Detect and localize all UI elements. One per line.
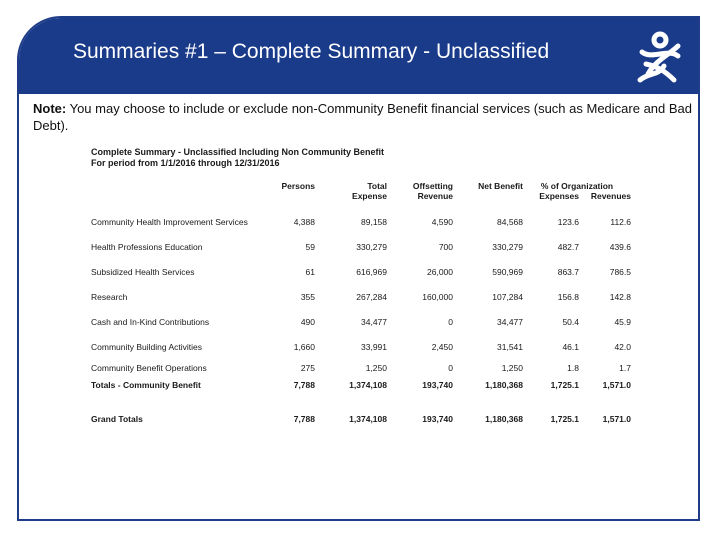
table-row	[91, 309, 631, 334]
cell-offsetting: 0	[448, 316, 453, 327]
note-paragraph	[33, 100, 698, 134]
cell-net-benefit: 107,284	[492, 291, 523, 302]
grand-total-expense: 1,374,108	[349, 413, 387, 424]
cell-net-benefit: 84,568	[497, 216, 523, 227]
grand-net-benefit: 1,180,368	[485, 413, 523, 424]
row-label: Community Benefit Operations	[91, 362, 207, 373]
cell-pct-expenses: 50.4	[562, 316, 579, 327]
header-total-expense-1: Total	[367, 181, 387, 191]
title-banner	[19, 18, 698, 94]
grand-totals-row	[91, 410, 631, 427]
note-text: You may choose to include or exclude non-Community Benefit financial services (such as Medicare and Bad Debt).	[33, 101, 693, 133]
cell-offsetting: 2,450	[431, 341, 453, 352]
table-row	[91, 234, 631, 259]
cell-persons: 490	[300, 316, 315, 327]
totals-net-benefit: 1,180,368	[485, 379, 523, 390]
cell-total-expense: 616,969	[356, 266, 387, 277]
header-label-spacer	[91, 181, 263, 191]
totals-label: Totals - Community Benefit	[91, 379, 201, 390]
row-label: Community Building Activities	[91, 341, 203, 352]
header-offsetting-1: Offsetting	[412, 181, 453, 191]
cell-persons: 355	[300, 291, 315, 302]
table-row	[91, 209, 631, 234]
table-row	[91, 334, 631, 359]
cell-pct-revenues: 112.6	[610, 216, 631, 227]
table-header-row-2	[91, 191, 631, 209]
cell-net-benefit: 31,541	[497, 341, 523, 352]
header-offsetting-2: Revenue	[417, 191, 453, 201]
cell-persons: 1,660	[293, 341, 315, 352]
row-label: Cash and In-Kind Contributions	[91, 316, 210, 327]
totals-total-expense: 1,374,108	[349, 379, 387, 390]
spacer-row	[91, 393, 631, 410]
cell-offsetting: 26,000	[427, 266, 453, 277]
cell-persons: 59	[305, 241, 315, 252]
header-pct-expenses: Expenses	[539, 191, 579, 201]
cell-offsetting: 160,000	[422, 291, 453, 302]
cell-net-benefit: 1,250	[501, 362, 523, 373]
cell-pct-expenses: 863.7	[557, 266, 579, 277]
slide-title: Summaries #1 – Complete Summary - Unclassified	[73, 40, 550, 63]
summary-table	[91, 181, 631, 427]
cell-total-expense: 33,991	[361, 341, 387, 352]
cell-persons: 61	[305, 266, 315, 277]
table-row	[91, 284, 631, 309]
cell-total-expense: 330,279	[356, 241, 387, 252]
grand-persons: 7,788	[293, 413, 315, 424]
cell-pct-revenues: 42.0	[614, 341, 631, 352]
cell-offsetting: 700	[438, 241, 453, 252]
totals-pct-revenues: 1,571.0	[602, 379, 631, 390]
table-row	[91, 359, 631, 376]
cell-total-expense: 34,477	[361, 316, 387, 327]
header-pct-revenues: Revenues	[590, 191, 631, 201]
table-header-row-1	[91, 181, 631, 191]
cell-pct-revenues: 439.6	[609, 241, 631, 252]
cell-net-benefit: 590,969	[492, 266, 523, 277]
totals-offsetting: 193,740	[422, 379, 453, 390]
grand-pct-expenses: 1,725.1	[550, 413, 579, 424]
stick-figure-logo-icon	[634, 30, 686, 84]
cell-persons: 4,388	[293, 216, 315, 227]
header-persons: Persons	[281, 181, 315, 191]
cell-pct-expenses: 482.7	[557, 241, 579, 252]
note-label: Note:	[33, 101, 67, 116]
table-row	[91, 259, 631, 284]
slide-frame	[17, 16, 700, 521]
grand-offsetting: 193,740	[422, 413, 453, 424]
cell-pct-revenues: 45.9	[614, 316, 631, 327]
report-title: Complete Summary - Unclassified Including Non Community Benefit	[91, 147, 385, 157]
row-label: Community Health Improvement Services	[91, 216, 248, 227]
cell-total-expense: 89,158	[361, 216, 387, 227]
totals-row	[91, 376, 631, 393]
row-label: Health Professions Education	[91, 241, 203, 252]
cell-pct-revenues: 1.7	[619, 362, 631, 373]
row-label: Subsidized Health Services	[91, 266, 195, 277]
cell-persons: 275	[300, 362, 315, 373]
totals-pct-expenses: 1,725.1	[550, 379, 579, 390]
totals-persons: 7,788	[293, 379, 315, 390]
cell-net-benefit: 34,477	[497, 316, 523, 327]
report-image	[91, 147, 631, 424]
cell-total-expense: 1,250	[365, 362, 387, 373]
row-label: Research	[91, 291, 128, 302]
header-pct-organization: % of Organization	[540, 181, 614, 191]
cell-pct-expenses: 46.1	[562, 341, 579, 352]
grand-pct-revenues: 1,571.0	[602, 413, 631, 424]
grand-totals-label: Grand Totals	[91, 413, 143, 424]
cell-offsetting: 0	[448, 362, 453, 373]
header-total-expense-2: Expense	[352, 191, 387, 201]
cell-total-expense: 267,284	[356, 291, 387, 302]
cell-pct-revenues: 786.5	[609, 266, 631, 277]
report-period: For period from 1/1/2016 through 12/31/2016	[91, 158, 280, 168]
cell-pct-expenses: 156.8	[557, 291, 579, 302]
cell-offsetting: 4,590	[431, 216, 453, 227]
cell-pct-expenses: 1.8	[567, 362, 579, 373]
cell-pct-revenues: 142.8	[609, 291, 631, 302]
header-net-benefit: Net Benefit	[478, 181, 523, 191]
cell-pct-expenses: 123.6	[557, 216, 579, 227]
cell-net-benefit: 330,279	[492, 241, 523, 252]
